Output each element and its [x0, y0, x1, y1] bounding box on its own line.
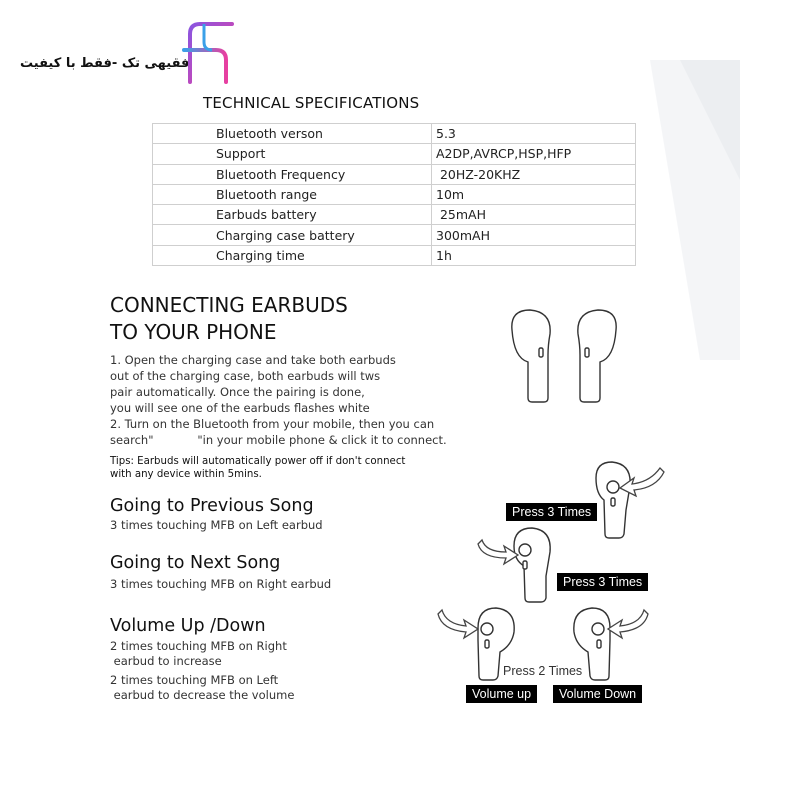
- spec-title: TECHNICAL SPECIFICATIONS: [203, 94, 420, 112]
- tips-text: Tips: Earbuds will automatically power off if don't connect with any device within 5mins.: [110, 456, 406, 480]
- spec-value: 5.3: [432, 124, 636, 144]
- connecting-heading-line1: CONNECTING EARBUDS: [110, 293, 348, 317]
- spec-label: Charging case battery: [153, 225, 432, 245]
- spec-value: 25mAH: [432, 205, 636, 225]
- spec-value: 10m: [432, 184, 636, 204]
- volume-heading: Volume Up /Down: [110, 616, 266, 636]
- connecting-heading-line2: TO YOUR PHONE: [110, 320, 277, 344]
- previous-song-heading: Going to Previous Song: [110, 496, 314, 516]
- press-3-times-label: Press 3 Times: [557, 573, 648, 591]
- earbud-left-icon: [512, 310, 550, 402]
- connecting-instructions: 1. Open the charging case and take both earbuds out of the charging case, both earbuds will tws pair automatically. Once the pairing is done, you will see one of the earbuds flashes white 2. Turn on the Bluetooth from your mobile, then you can search" "in your mobile phone & click it to connect.: [110, 353, 447, 447]
- arrow-right-pointing-icon: [438, 610, 478, 638]
- volume-up-text: 2 times touching MFB on Right earbud to increase: [110, 639, 287, 668]
- earbud-press-next-icon: [514, 528, 550, 602]
- arrow-left-pointing-icon: [608, 610, 648, 638]
- next-song-heading: Going to Next Song: [110, 553, 281, 573]
- earbud-right-icon: [578, 310, 616, 402]
- volume-down-text: 2 times touching MFB on Left earbud to decrease the volume: [110, 673, 295, 702]
- spec-label: Charging time: [153, 245, 432, 265]
- brand-text: فقیهی تک -فقط با کیفیت: [20, 56, 190, 71]
- next-song-text: 3 times touching MFB on Right earbud: [110, 577, 332, 591]
- spec-label: Support: [153, 144, 432, 164]
- press-3-times-label: Press 3 Times: [506, 503, 597, 521]
- volume-up-label: Volume up: [466, 685, 537, 703]
- spec-label: Bluetooth range: [153, 184, 432, 204]
- spec-label: Earbuds battery: [153, 205, 432, 225]
- spec-value: 20HZ-20KHZ: [432, 164, 636, 184]
- arrow-right-pointing-icon: [478, 540, 518, 564]
- spec-value: A2DP,AVRCP,HSP,HFP: [432, 144, 636, 164]
- spec-label: Bluetooth Frequency: [153, 164, 432, 184]
- spec-label: Bluetooth verson: [153, 124, 432, 144]
- previous-song-text: 3 times touching MFB on Left earbud: [110, 518, 323, 532]
- volume-down-label: Volume Down: [553, 685, 642, 703]
- earbud-press-previous-icon: [596, 462, 630, 538]
- spec-value: 1h: [432, 245, 636, 265]
- spec-value: 300mAH: [432, 225, 636, 245]
- press-2-times-label: Press 2 Times: [503, 664, 583, 678]
